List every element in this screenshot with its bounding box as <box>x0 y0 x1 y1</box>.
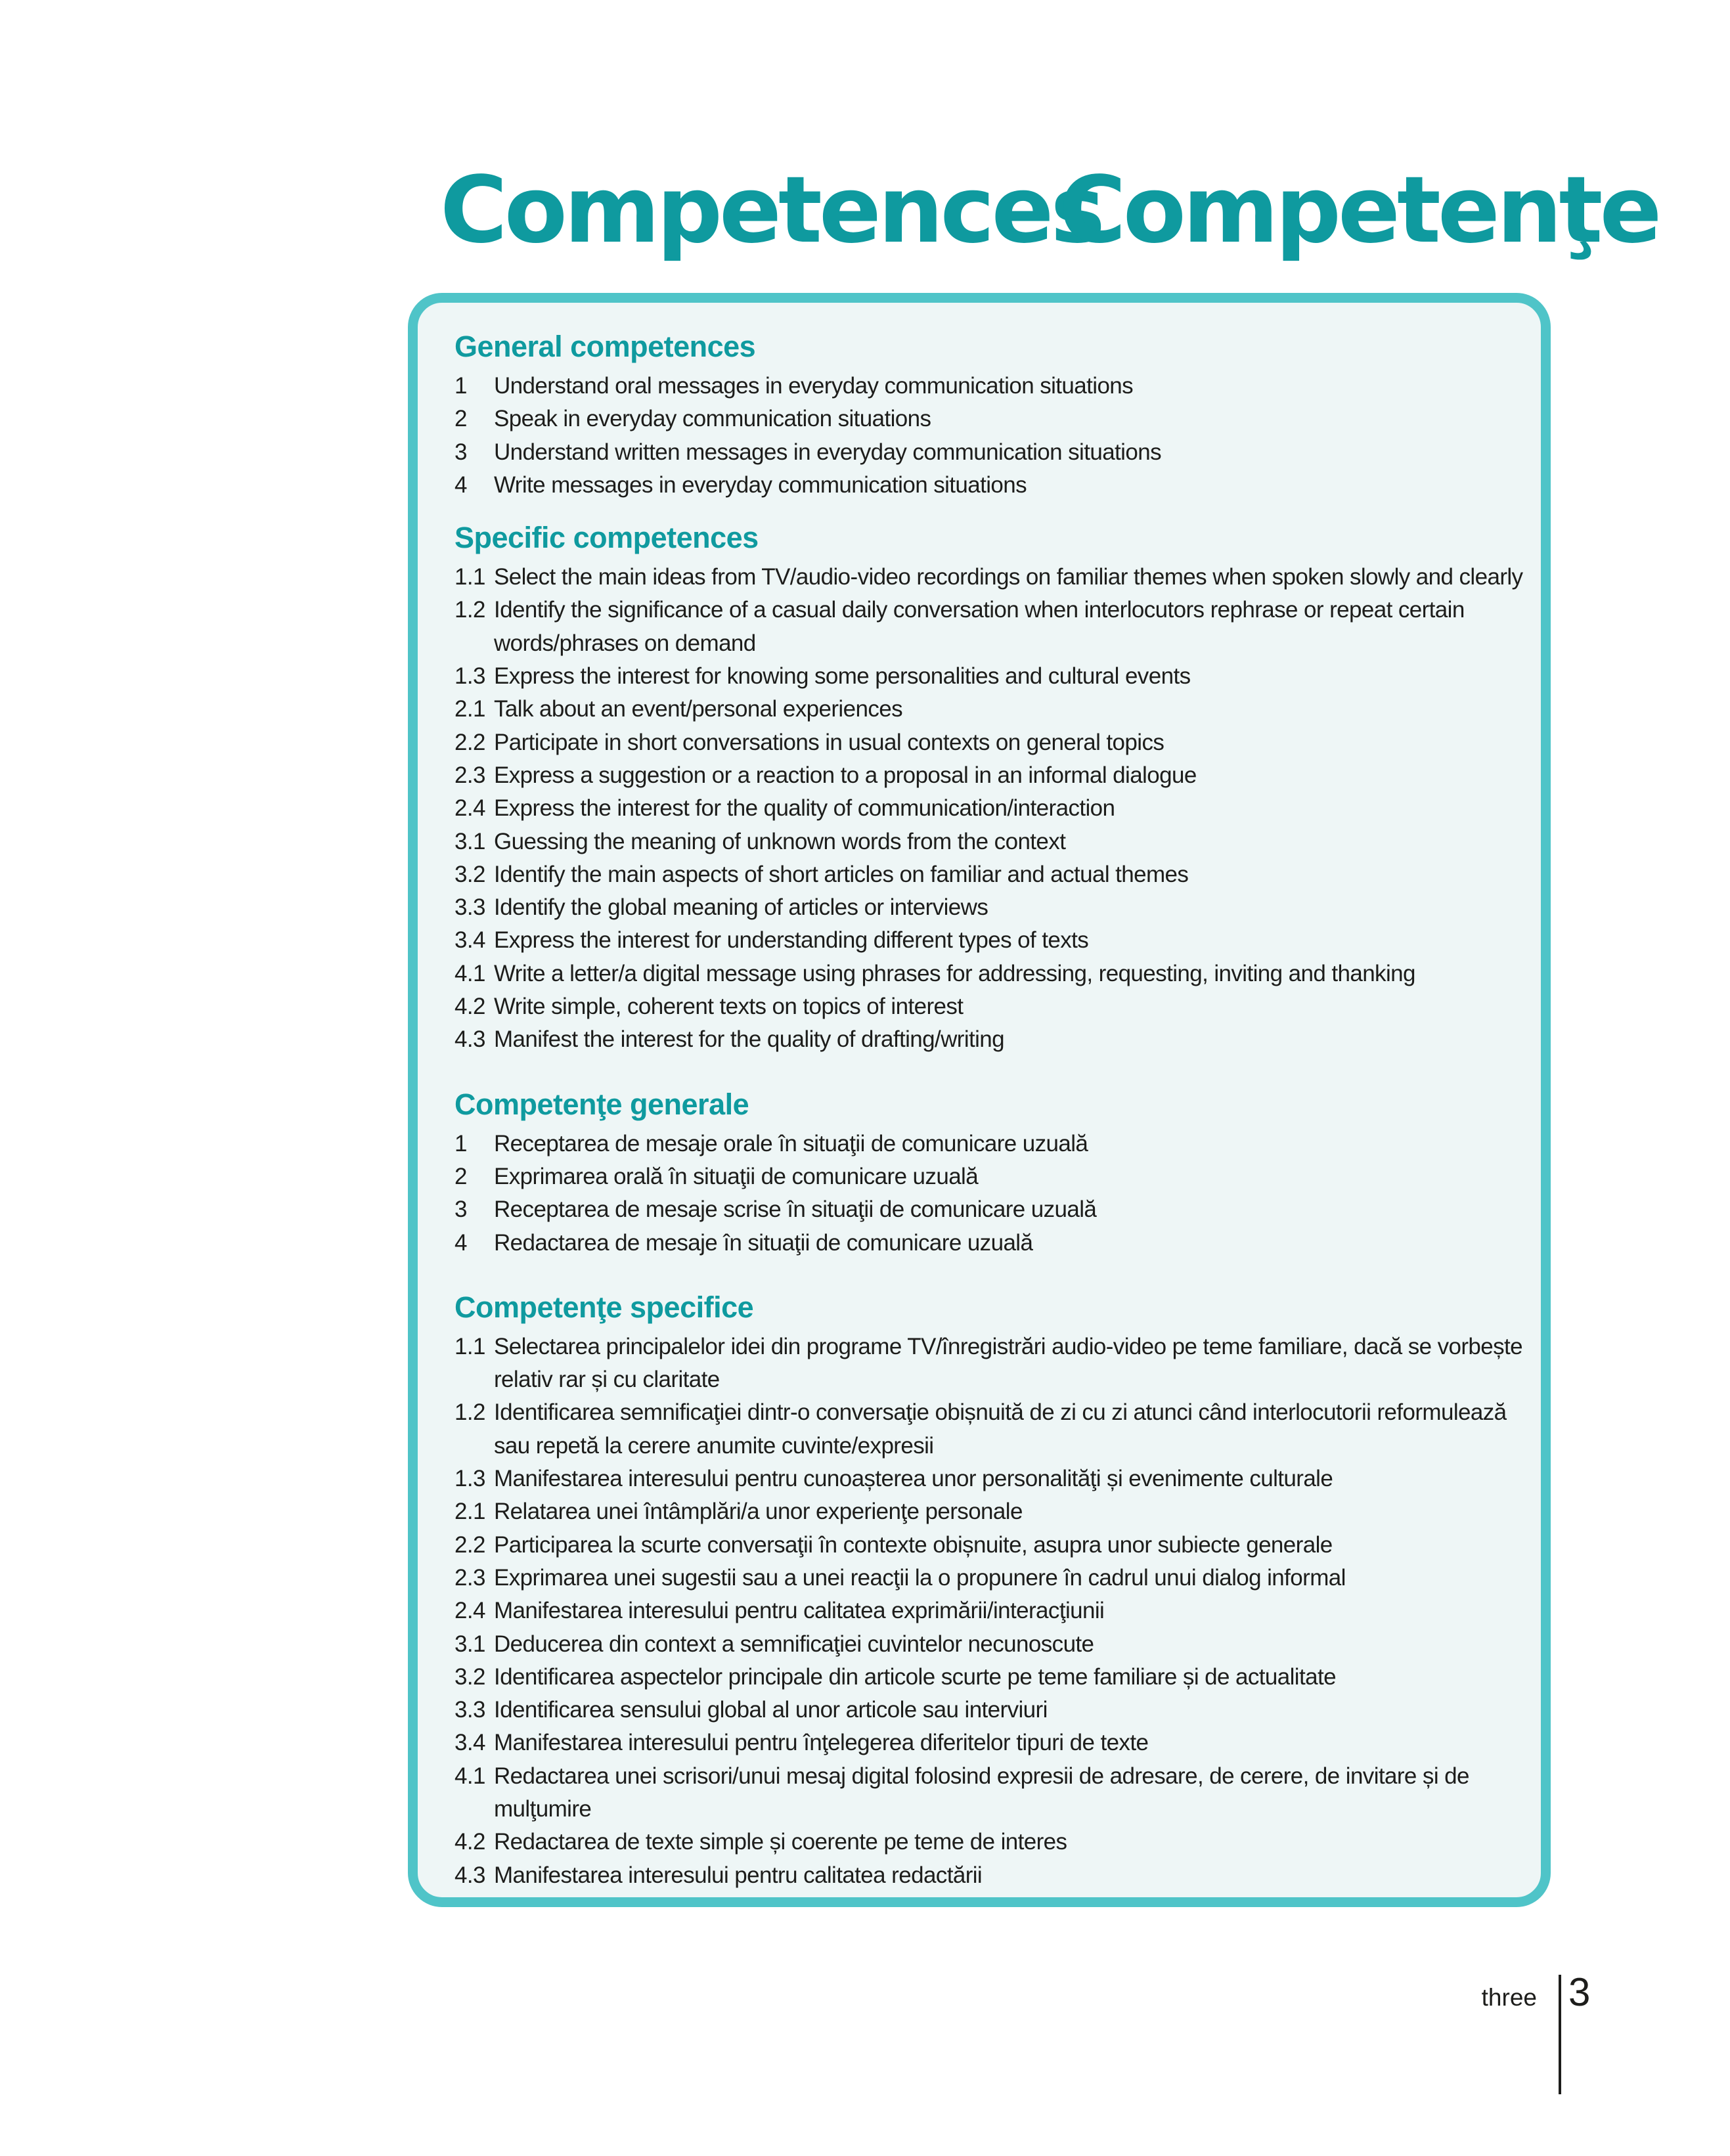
item-text: Manifestarea interesului pentru calitatea exprimării/interacţiunii <box>494 1598 1105 1624</box>
list-item <box>455 792 1532 825</box>
item-text: Receptarea de mesaje scrise în situaţii de comunicare uzuală <box>494 1197 1097 1223</box>
item-text: Write messages in everyday communication situations <box>494 472 1027 498</box>
competence-list <box>455 1331 1532 1892</box>
item-text: Manifestarea interesului pentru înţelegerea diferitelor tipuri de texte <box>494 1730 1149 1756</box>
item-text: Participate in short conversations in usual contexts on general topics <box>494 729 1164 755</box>
item-number: 4.2 <box>455 994 485 1020</box>
item-text: Manifest the interest for the quality of drafting/writing <box>494 1026 1005 1053</box>
item-text: Guessing the meaning of unknown words from the context <box>494 828 1066 854</box>
list-item <box>455 1595 1532 1627</box>
competence-list <box>455 1128 1532 1260</box>
list-item <box>455 1661 1532 1694</box>
footer-divider <box>1559 1975 1561 2094</box>
list-item <box>455 759 1532 792</box>
item-text: Identify the global meaning of articles or interviews <box>494 894 988 921</box>
item-number: 2.4 <box>455 1598 485 1624</box>
item-number: 4.1 <box>455 960 485 986</box>
item-number: 2 <box>455 1163 467 1189</box>
list-item <box>455 1160 1532 1193</box>
list-item <box>455 1128 1532 1160</box>
list-item <box>455 594 1532 660</box>
item-text: Express a suggestion or a reaction to a proposal in an informal dialogue <box>494 762 1197 788</box>
item-number: 3.4 <box>455 927 485 954</box>
item-text: Express the interest for the quality of communication/interaction <box>494 795 1115 822</box>
item-text: Express the interest for knowing some personalities and cultural events <box>494 663 1191 690</box>
item-text: Redactarea de mesaje în situaţii de comunicare uzuală <box>494 1229 1033 1256</box>
item-number: 1 <box>455 373 467 399</box>
item-number: 2.3 <box>455 762 485 788</box>
item-number: 3.4 <box>455 1730 485 1756</box>
item-text: Identify the significance of a casual daily conversation when interlocutors rephrase or repeat certain words/phrases on demand <box>494 597 1465 656</box>
item-text: Participarea la scurte conversaţii în contexte obișnuite, asupra unor subiecte generale <box>494 1531 1333 1558</box>
competences-content <box>455 326 1532 1892</box>
item-number: 3 <box>455 1197 467 1223</box>
list-item <box>455 370 1532 403</box>
page-title-romanian: Competenţe <box>1059 157 1659 264</box>
item-text: Speak in everyday communication situations <box>494 406 931 432</box>
list-item <box>455 1023 1532 1056</box>
list-item <box>455 1495 1532 1528</box>
item-text: Talk about an event/personal experiences <box>494 696 902 722</box>
list-item <box>455 693 1532 726</box>
item-number: 4.3 <box>455 1862 485 1888</box>
page-number-word: three <box>1481 1984 1537 2011</box>
section-competente-specifice <box>455 1287 1532 1892</box>
section-heading: General competences <box>455 330 756 363</box>
section-heading: Competenţe generale <box>455 1087 749 1121</box>
page-title-row <box>435 148 1659 273</box>
section-heading: Competenţe specifice <box>455 1290 754 1324</box>
section-specific-competences <box>455 517 1532 1056</box>
item-text: Identificarea aspectelor principale din articole scurte pe teme familiare și de actualitate <box>494 1663 1336 1690</box>
section-competente-generale <box>455 1084 1532 1260</box>
item-number: 2 <box>455 406 467 432</box>
item-number: 2.3 <box>455 1564 485 1591</box>
item-text: Write simple, coherent texts on topics of interest <box>494 994 964 1020</box>
list-item <box>455 436 1532 469</box>
item-text: Identify the main aspects of short articles on familiar and actual themes <box>494 861 1189 887</box>
item-number: 4 <box>455 472 467 498</box>
item-text: Understand written messages in everyday communication situations <box>494 439 1161 465</box>
list-item <box>455 1227 1532 1260</box>
item-text: Redactarea unei scrisori/unui mesaj digital folosind expresii de adresare, de cerere, de invitare și de mulţumire <box>494 1763 1469 1822</box>
item-number: 4.2 <box>455 1829 485 1855</box>
item-text: Receptarea de mesaje orale în situaţii de comunicare uzuală <box>494 1130 1088 1156</box>
item-number: 2.4 <box>455 795 485 822</box>
competence-list <box>455 561 1532 1056</box>
item-number: 3.2 <box>455 861 485 887</box>
list-item <box>455 403 1532 435</box>
page-number: 3 <box>1568 1970 1591 2014</box>
competences-box <box>408 293 1551 1907</box>
item-number: 3.1 <box>455 828 485 854</box>
item-number: 2.2 <box>455 729 485 755</box>
item-number: 3.3 <box>455 894 485 921</box>
item-number: 1.1 <box>455 1333 485 1359</box>
page-title-english: Competences <box>440 157 1102 264</box>
list-item <box>455 1193 1532 1226</box>
item-number: 2.1 <box>455 1499 485 1525</box>
item-text: Exprimarea unei sugestii sau a unei reacţii la o propunere în cadrul unui dialog informal <box>494 1564 1346 1591</box>
list-item <box>455 891 1532 924</box>
item-text: Write a letter/a digital message using phrases for addressing, requesting, inviting and thanking <box>494 960 1415 986</box>
item-text: Exprimarea orală în situaţii de comunicare uzuală <box>494 1163 979 1189</box>
item-number: 2.2 <box>455 1531 485 1558</box>
item-number: 3.2 <box>455 1663 485 1690</box>
item-number: 1.3 <box>455 1466 485 1492</box>
item-number: 1.2 <box>455 597 485 623</box>
item-number: 1.2 <box>455 1399 485 1426</box>
item-number: 3.3 <box>455 1697 485 1723</box>
item-number: 3 <box>455 439 467 465</box>
item-number: 4.1 <box>455 1763 485 1789</box>
item-text: Select the main ideas from TV/audio-video recordings on familiar themes when spoken slowly and clearly <box>494 564 1523 590</box>
list-item <box>455 1463 1532 1495</box>
list-item <box>455 1694 1532 1727</box>
item-text: Selectarea principalelor idei din programe TV/înregistrări audio-video pe teme familiare, dacă se vorbește relativ rar și cu claritate <box>494 1333 1523 1393</box>
item-number: 2.1 <box>455 696 485 722</box>
item-number: 3.1 <box>455 1631 485 1657</box>
item-text: Express the interest for understanding different types of texts <box>494 927 1089 954</box>
list-item <box>455 1727 1532 1759</box>
item-number: 1.3 <box>455 663 485 690</box>
item-text: Manifestarea interesului pentru cunoașterea unor personalităţi și evenimente culturale <box>494 1466 1333 1492</box>
item-number: 1.1 <box>455 564 485 590</box>
list-item <box>455 469 1532 502</box>
item-number: 4 <box>455 1229 467 1256</box>
list-item <box>455 924 1532 957</box>
list-item <box>455 1760 1532 1826</box>
list-item <box>455 1529 1532 1562</box>
section-general-competences <box>455 326 1532 502</box>
item-text: Redactarea de texte simple și coerente pe teme de interes <box>494 1829 1067 1855</box>
list-item <box>455 825 1532 858</box>
list-item <box>455 1628 1532 1661</box>
section-heading: Specific competences <box>455 521 759 555</box>
item-text: Relatarea unei întâmplări/a unor experienţe personale <box>494 1499 1023 1525</box>
competence-list <box>455 370 1532 502</box>
list-item <box>455 1331 1532 1397</box>
list-item <box>455 1859 1532 1892</box>
list-item <box>455 726 1532 759</box>
list-item <box>455 561 1532 594</box>
list-item <box>455 858 1532 891</box>
item-text: Identificarea semnificaţiei dintr-o conversaţie obișnuită de zi cu zi atunci când interlocutorii reformulează sau repetă la cerere anumite cuvinte/expresii <box>494 1399 1507 1459</box>
list-item <box>455 1826 1532 1859</box>
item-text: Manifestarea interesului pentru calitatea redactării <box>494 1862 983 1888</box>
list-item <box>455 1396 1532 1463</box>
list-item <box>455 990 1532 1023</box>
list-item <box>455 660 1532 693</box>
item-text: Identificarea sensului global al unor articole sau interviuri <box>494 1697 1048 1723</box>
list-item <box>455 957 1532 990</box>
item-text: Understand oral messages in everyday communication situations <box>494 373 1134 399</box>
list-item <box>455 1562 1532 1595</box>
item-text: Deducerea din context a semnificaţiei cuvintelor necunoscute <box>494 1631 1094 1657</box>
item-number: 1 <box>455 1130 467 1156</box>
item-number: 4.3 <box>455 1026 485 1053</box>
